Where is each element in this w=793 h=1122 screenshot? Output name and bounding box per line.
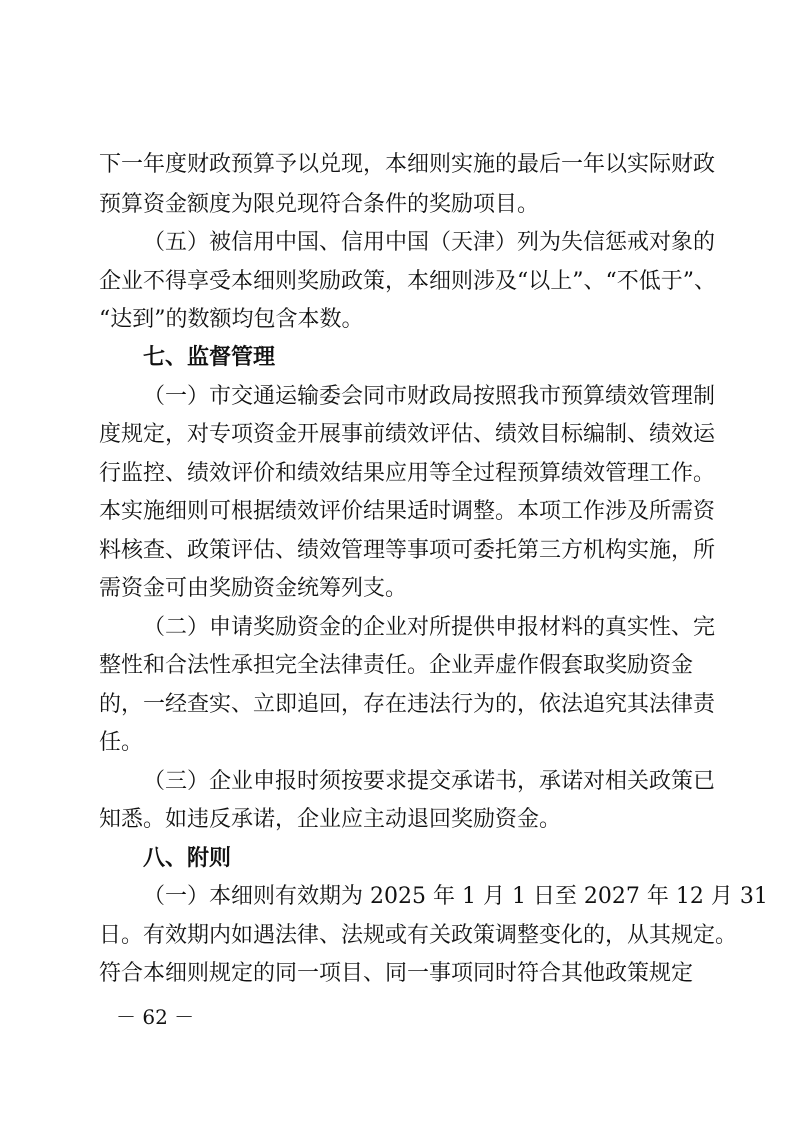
- text-line: （五）被信用中国、信用中国（天津）列为失信惩戒对象的: [143, 230, 716, 255]
- text-line: 需资金可由奖励资金统筹列支。: [99, 576, 408, 601]
- section-heading-appendix: 八、附则: [143, 846, 232, 871]
- text-line: 整性和合法性承担完全法律责任。企业弄虚作假套取奖励资金: [99, 653, 694, 678]
- text-line: 料核查、政策评估、绩效管理等事项可委托第三方机构实施，所: [99, 538, 716, 563]
- section-heading-supervision: 七、监督管理: [143, 345, 276, 370]
- text-line: （二）申请奖励资金的企业对所提供申报材料的真实性、完: [143, 615, 716, 640]
- text-line: 本实施细则可根据绩效评价结果适时调整。本项工作涉及所需资: [99, 499, 716, 524]
- text-line: 预算资金额度为限兑现符合条件的奖励项目。: [99, 192, 540, 217]
- text-line: 行监控、绩效评价和绩效结果应用等全过程预算绩效管理工作。: [99, 461, 716, 486]
- text-line: （三）企业申报时须按要求提交承诺书，承诺对相关政策已: [143, 769, 716, 794]
- text-line: 的，一经查实、立即追回，存在违法行为的，依法追究其法律责: [99, 692, 716, 717]
- text-line: 度规定，对专项资金开展事前绩效评估、绩效目标编制、绩效运: [99, 422, 716, 447]
- text-line: （一）市交通运输委会同市财政局按照我市预算绩效管理制: [143, 384, 716, 409]
- text-line: 下一年度财政预算予以兑现，本细则实施的最后一年以实际财政: [99, 152, 716, 177]
- page-number: － 62 －: [116, 1005, 195, 1029]
- text-line: 知悉。如违反承诺，企业应主动退回奖励资金。: [99, 807, 562, 832]
- text-line: 日。有效期内如遇法律、法规或有关政策调整变化的，从其规定。: [99, 923, 738, 948]
- text-line: “达到”的数额均包含本数。: [99, 307, 364, 332]
- text-line: （一）本细则有效期为 2025 年 1 月 1 日至 2027 年 12 月 31: [143, 884, 768, 909]
- text-line: 符合本细则规定的同一项目、同一事项同时符合其他政策规定: [99, 961, 694, 986]
- text-line: 企业不得享受本细则奖励政策，本细则涉及“以上”、“不低于”、: [99, 269, 716, 294]
- text-line: 任。: [99, 730, 144, 755]
